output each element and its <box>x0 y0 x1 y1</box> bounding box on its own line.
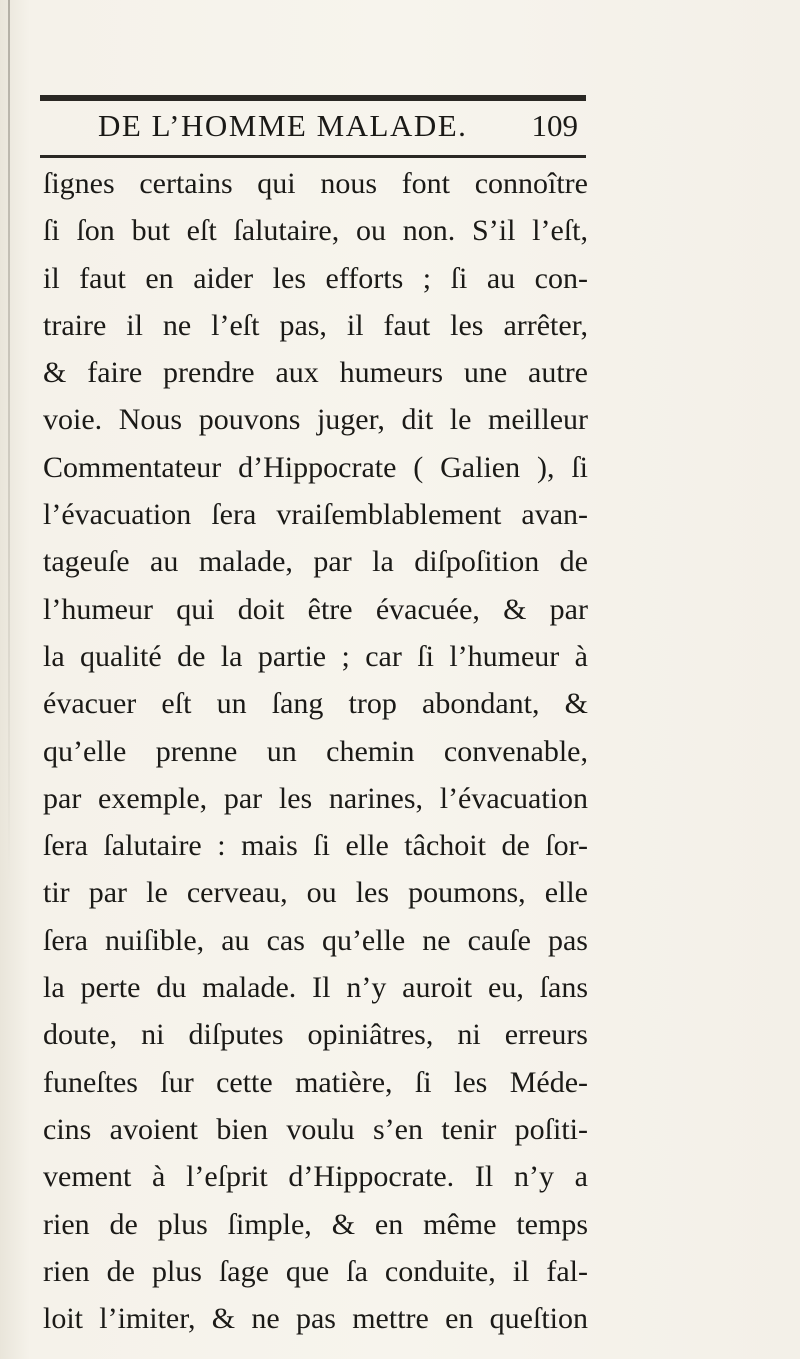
text-line: ſignes certains qui nous font connoître <box>43 167 588 200</box>
running-title: DE L’HOMME MALADE. <box>98 108 468 143</box>
text-line: cins avoient bien voulu s’en tenir poſiti- <box>43 1112 588 1146</box>
text-line: ſera nuiſible, au cas qu’elle ne cauſe pas <box>43 923 588 957</box>
text-line: doute, ni diſputes opiniâtres, ni erreurs <box>43 1018 588 1052</box>
text-line: rien de plus ſage que ſa conduite, il fal- <box>43 1254 588 1288</box>
text-line: ſi ſon but eſt ſalutaire, ou non. S’il l’eſt, <box>43 214 588 248</box>
text-line: la qualité de la partie ; car ſi l’humeur à <box>43 639 588 673</box>
body-text <box>43 160 588 1342</box>
page-number: 109 <box>531 108 578 143</box>
text-line: ſera ſalutaire : mais ſi elle tâchoit de ſor- <box>43 829 588 863</box>
running-head <box>40 104 586 152</box>
text-line: funeſtes ſur cette matière, ſi les Méde- <box>43 1065 588 1099</box>
page-gutter-shadow <box>8 0 10 880</box>
text-line: la perte du malade. Il n’y auroit eu, ſans <box>43 971 588 1005</box>
header-bottom-rule <box>40 155 586 158</box>
text-line: traire il ne l’eſt pas, il faut les arrêter, <box>43 308 588 342</box>
text-line: qu’elle prenne un chemin convenable, <box>43 734 588 768</box>
text-line: voie. Nous pouvons juger, dit le meilleur <box>43 403 588 437</box>
text-line: vement à l’eſprit d’Hippocrate. Il n’y a <box>43 1160 588 1194</box>
header-top-rule <box>40 95 586 101</box>
text-line: par exemple, par les narines, l’évacuation <box>43 781 588 815</box>
text-line: tageuſe au malade, par la diſpoſition de <box>43 545 588 579</box>
text-line: l’évacuation ſera vraiſemblablement avan- <box>43 498 588 532</box>
text-line: & faire prendre aux humeurs une autre <box>43 356 588 390</box>
text-line: évacuer eſt un ſang trop abondant, & <box>43 687 588 721</box>
text-line: Commentateur d’Hippocrate ( Galien ), ſi <box>43 450 588 484</box>
text-line: il faut en aider les efforts ; ſi au con- <box>43 261 588 295</box>
text-line: loit l’imiter, & ne pas mettre en queſtion <box>43 1302 588 1336</box>
text-line: rien de plus ſimple, & en même temps <box>43 1207 588 1241</box>
text-line: l’humeur qui doit être évacuée, & par <box>43 592 588 626</box>
text-line: tir par le cerveau, ou les poumons, elle <box>43 876 588 910</box>
